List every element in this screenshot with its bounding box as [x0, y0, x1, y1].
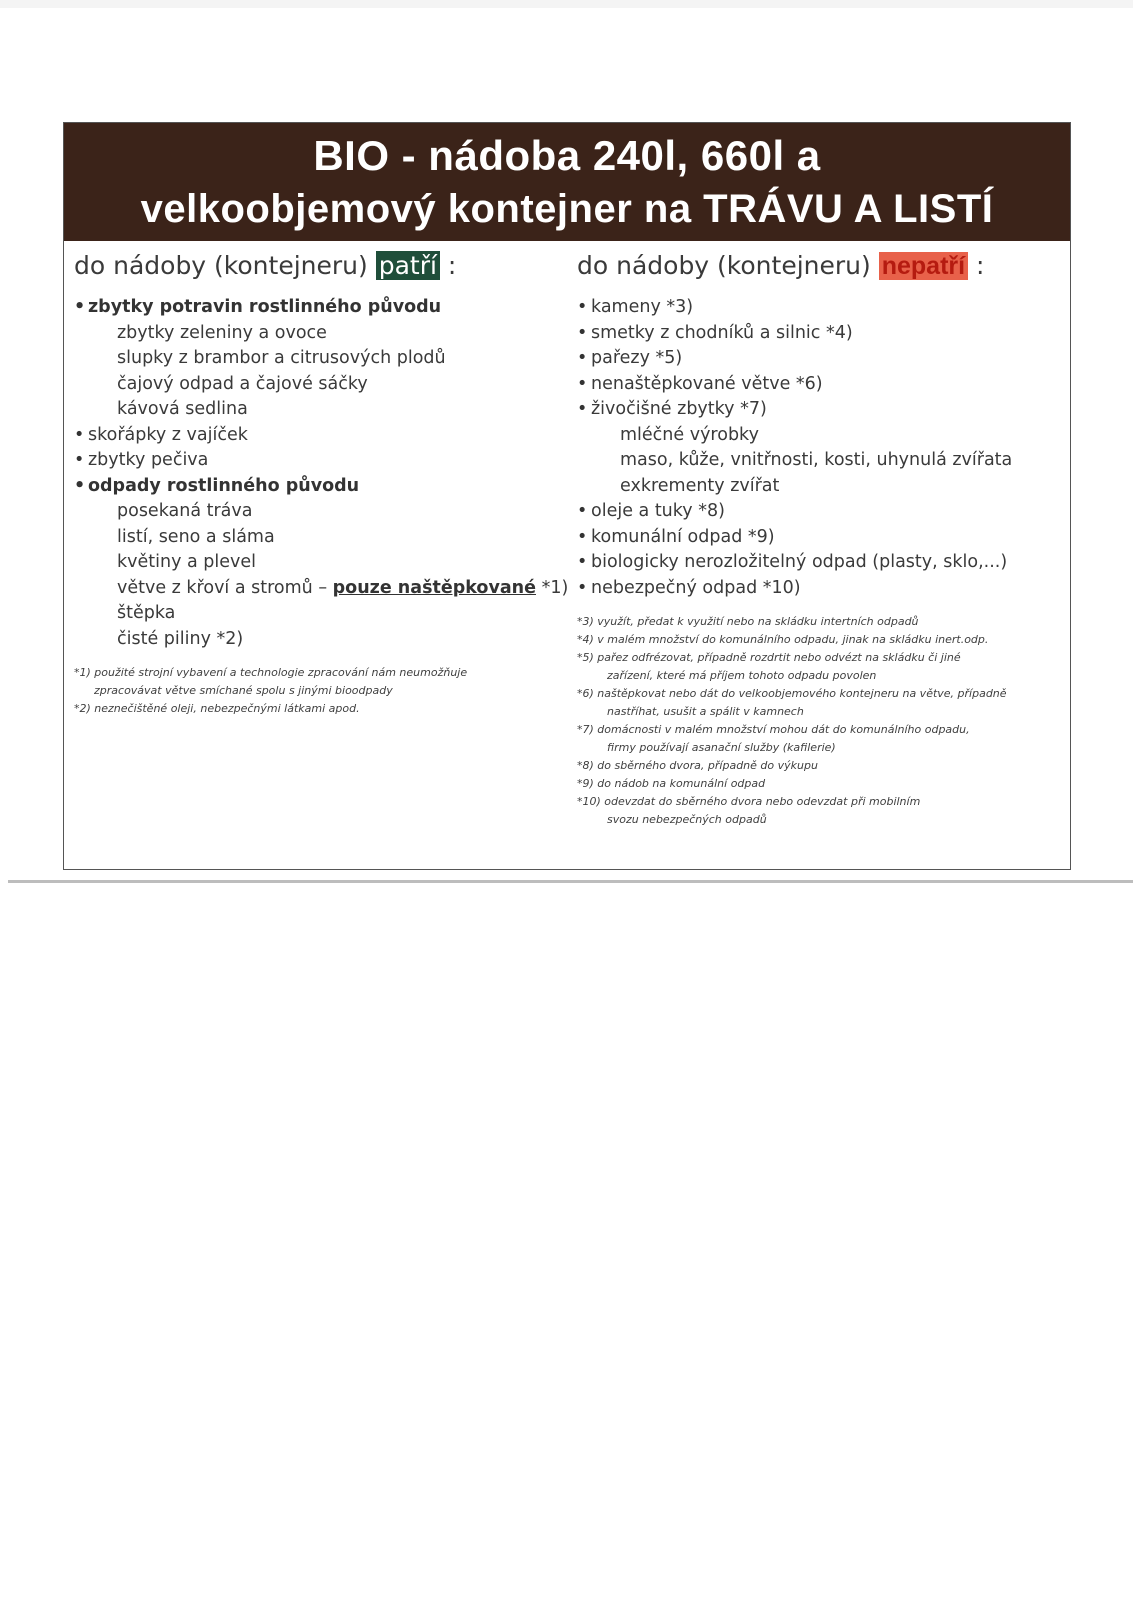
list-item: • zbytky potravin rostlinného původu — [74, 295, 564, 321]
forbidden-heading — [577, 249, 1067, 283]
forbidden-footnotes — [577, 613, 1067, 829]
scan-edge — [0, 0, 1133, 8]
forbidden-tag: nepatří — [879, 252, 968, 280]
list-item: • komunální odpad *9) — [577, 525, 1067, 551]
list-item: • zbytky pečiva — [74, 448, 564, 474]
title-banner — [64, 123, 1070, 241]
footnote: firmy používají asanační služby (kafilerie) — [607, 741, 836, 754]
list-item: mléčné výrobky — [620, 424, 759, 445]
list-item: listí, seno a sláma — [117, 526, 275, 547]
branches-text: větve z křoví a stromů – — [117, 577, 333, 598]
forbidden-list — [577, 295, 1067, 601]
branches-note: *1) — [536, 577, 569, 598]
footnote: *5) pařez odfrézovat, případně rozdrtit nebo odvézt na skládku či jiné — [577, 651, 961, 664]
list-item: slupky z brambor a citrusových plodů — [117, 348, 446, 368]
list-item: maso, kůže, vnitřnosti, kosti, uhynulá zvířata — [620, 450, 1013, 470]
allowed-footnotes — [74, 664, 564, 718]
list-item: čisté piliny *2) — [117, 628, 244, 649]
forbidden-heading-prefix: do nádoby (kontejneru) — [577, 251, 879, 280]
list-item-branches — [74, 576, 569, 602]
list-item: • pařezy *5) — [577, 346, 1067, 372]
list-item: • smetky z chodníků a silnic *4) — [577, 321, 1067, 347]
list-item: květiny a plevel — [117, 552, 257, 572]
list-item: • živočišné zbytky *7) — [577, 397, 1067, 423]
info-card — [63, 122, 1071, 870]
list-item: zbytky zeleniny a ovoce — [117, 322, 327, 343]
allowed-heading — [74, 249, 564, 283]
list-item: • odpady rostlinného původu — [74, 474, 564, 500]
footnote: *4) v malém množství do komunálního odpadu, jinak na skládku inert.odp. — [577, 633, 989, 646]
list-item: exkrementy zvířat — [620, 475, 780, 496]
footnote: zařízení, které má příjem tohoto odpadu povolen — [607, 669, 877, 682]
footnote: *10) odevzdat do sběrného dvora nebo odevzdat při mobilním — [577, 795, 921, 808]
list-item: posekaná tráva — [117, 501, 253, 521]
allowed-list — [74, 295, 569, 652]
list-item: • nenaštěpkované větve *6) — [577, 372, 1067, 398]
forbidden-column — [577, 241, 1067, 829]
footnote: *1) použité strojní vybavení a technologie zpracování nám neumožňuje — [74, 666, 468, 679]
footnote: svozu nebezpečných odpadů — [607, 813, 767, 826]
allowed-column — [74, 241, 569, 718]
list-item: štěpka — [117, 603, 176, 623]
footnote: *9) do nádob na komunální odpad — [577, 777, 766, 790]
branches-emphasis: pouze naštěpkované — [332, 577, 536, 598]
list-item: kávová sedlina — [117, 399, 248, 419]
list-item: čajový odpad a čajové sáčky — [117, 373, 368, 394]
footnote: *3) využít, předat k využití nebo na skládku intertních odpadů — [577, 615, 919, 628]
footnote: zpracovávat větve smíchané spolu s jinými bioodpady — [94, 684, 393, 697]
allowed-tag: patří — [376, 251, 440, 280]
list-item: • nebezpečný odpad *10) — [577, 576, 1067, 602]
title-line-1: BIO - nádoba 240l, 660l a — [313, 132, 821, 179]
allowed-heading-prefix: do nádoby (kontejneru) — [74, 251, 376, 280]
title-line-2: velkoobjemový kontejner na TRÁVU A LISTÍ — [140, 187, 994, 231]
forbidden-heading-suffix: : — [968, 251, 985, 280]
footnote: nastříhat, usušit a spálit v kamnech — [607, 705, 804, 718]
list-item: • kameny *3) — [577, 295, 1067, 321]
footnote: *6) naštěpkovat nebo dát do velkoobjemového kontejneru na větve, případně — [577, 687, 1007, 700]
scan-line — [8, 880, 1133, 883]
list-item: • oleje a tuky *8) — [577, 499, 1067, 525]
allowed-heading-suffix: : — [439, 251, 457, 280]
list-item: • biologicky nerozložitelný odpad (plasty, sklo,...) — [577, 550, 1067, 576]
footnote: *2) neznečištěné oleji, nebezpečnými látkami apod. — [74, 702, 360, 715]
footnote: *8) do sběrného dvora, případně do výkupu — [577, 759, 818, 772]
list-item: • skořápky z vajíček — [74, 423, 564, 449]
footnote: *7) domácnosti v malém množství mohou dát do komunálního odpadu, — [577, 723, 970, 736]
